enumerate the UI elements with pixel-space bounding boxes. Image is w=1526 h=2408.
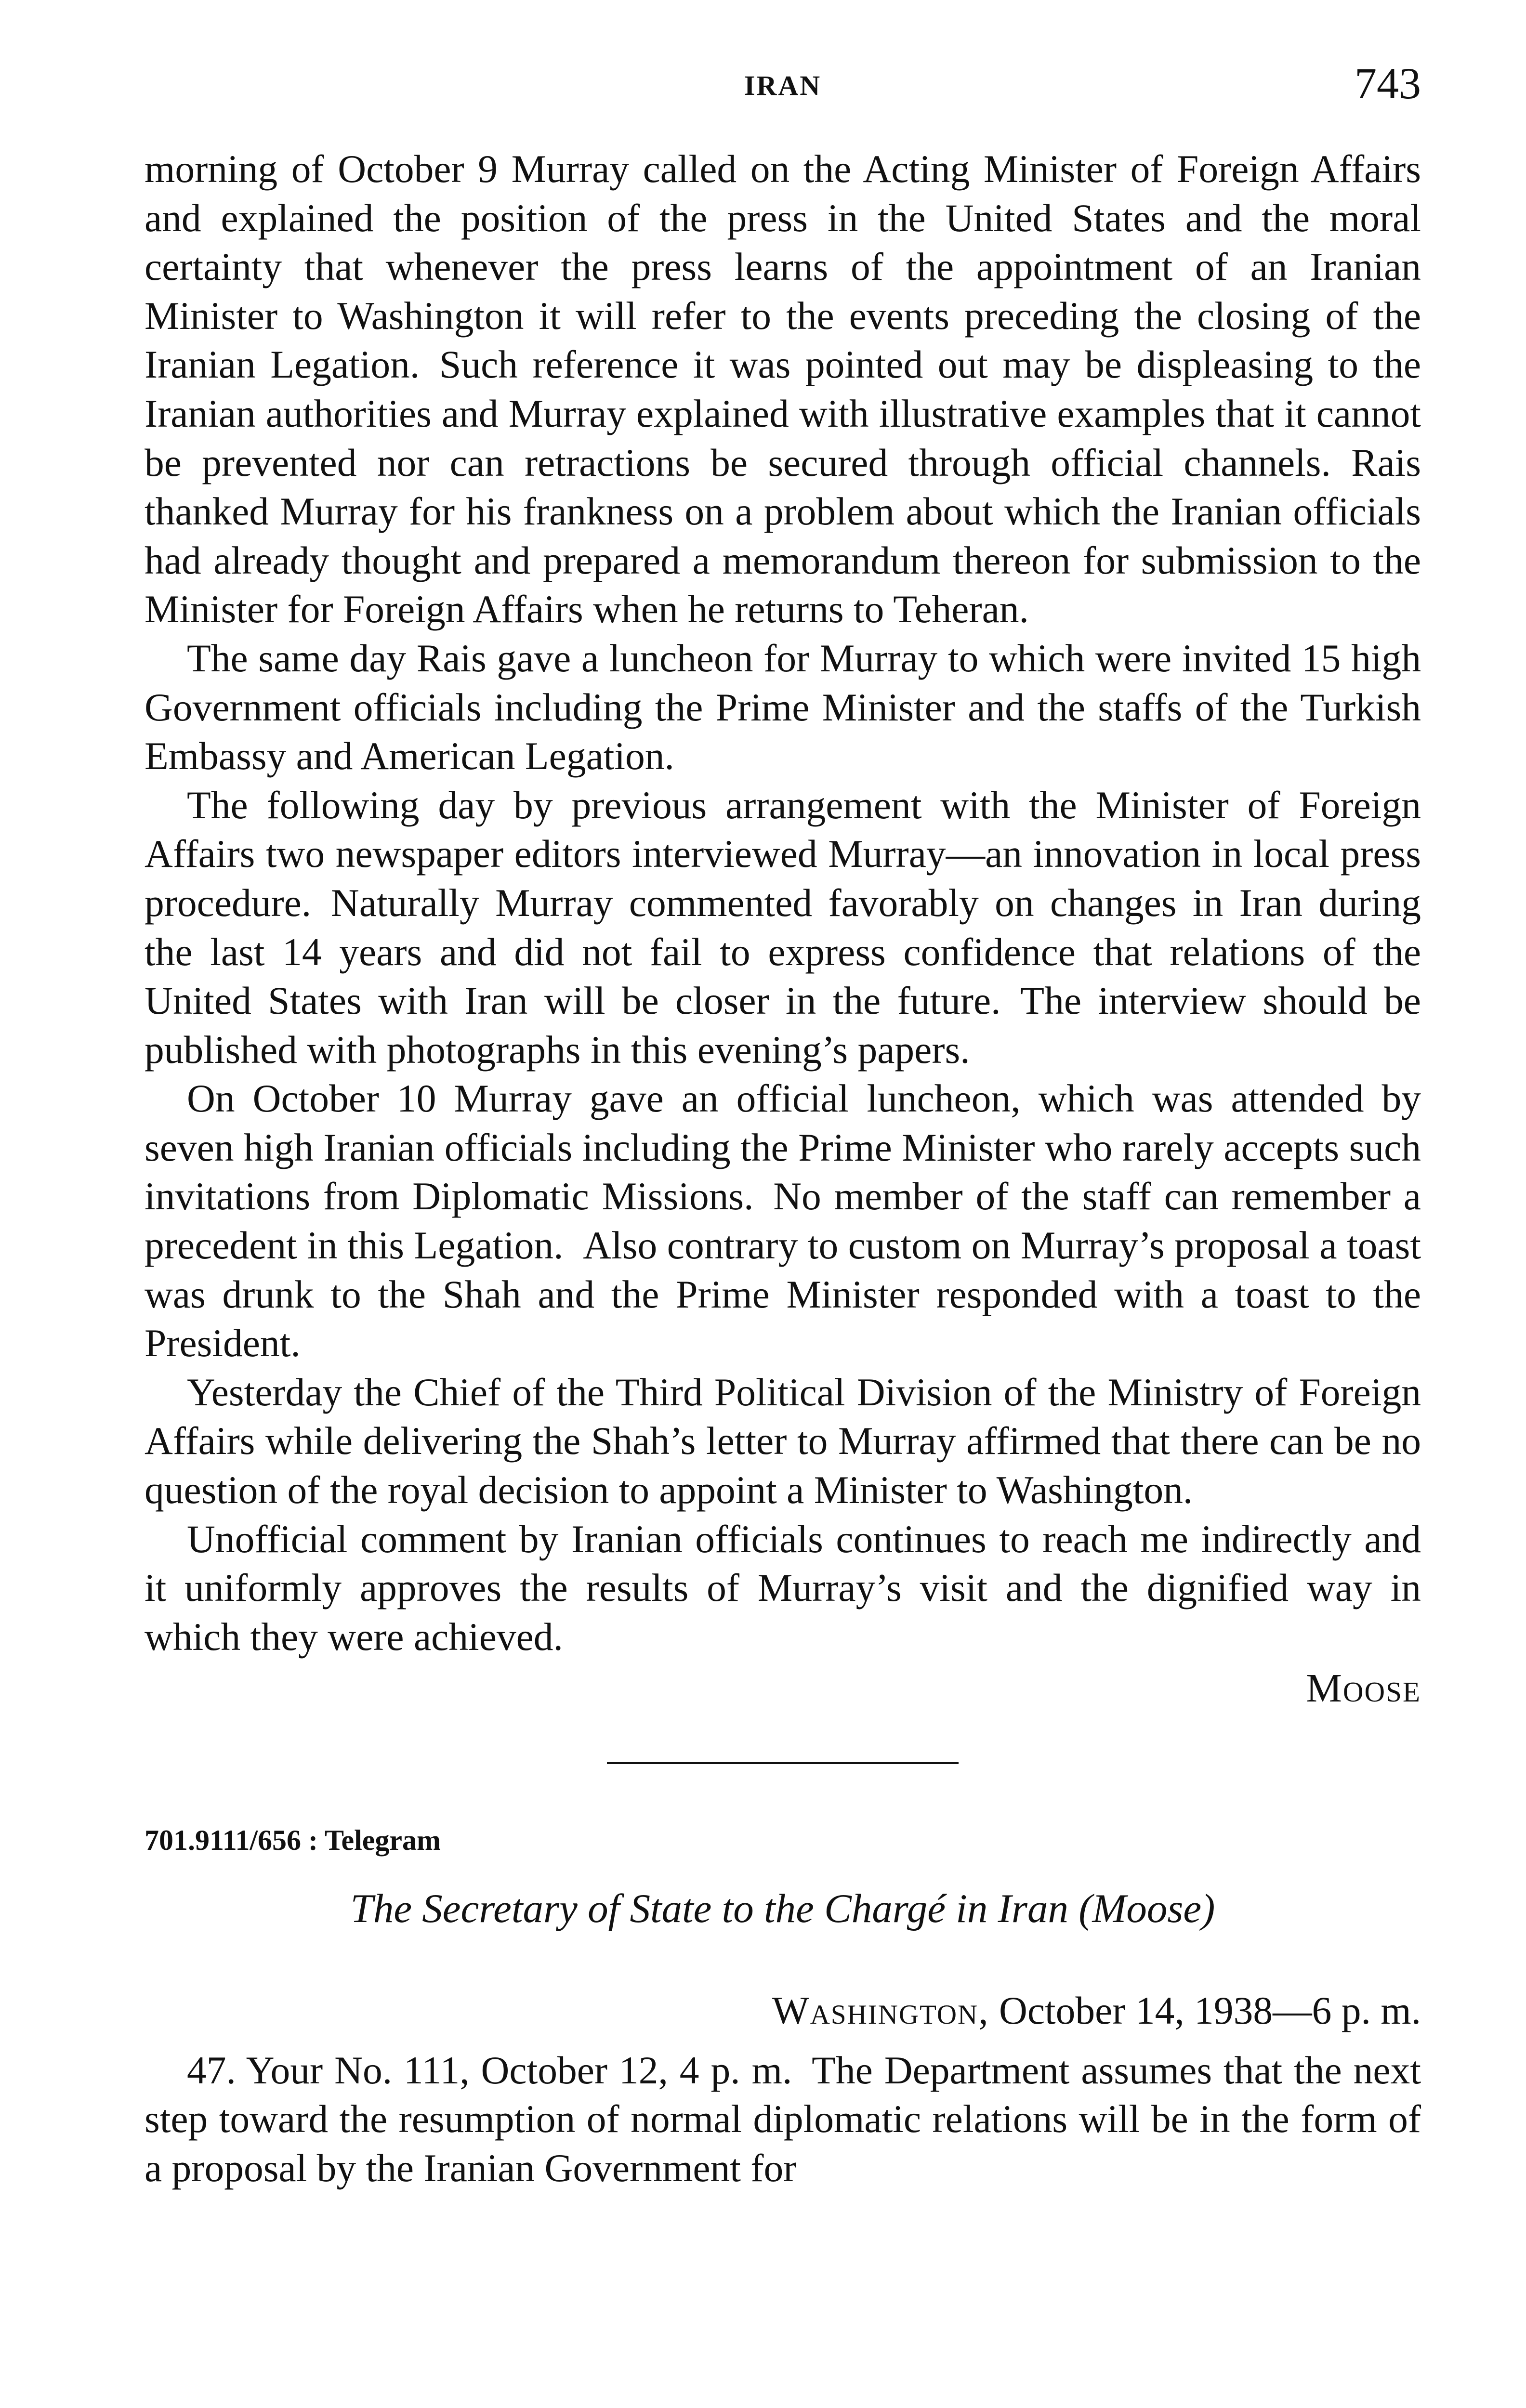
dateline-date: October 14, 1938—6 p. m. — [999, 1989, 1421, 2033]
page-number: 743 — [1355, 59, 1421, 108]
paragraph: Unofficial comment by Iranian officials continues to reach me indirectly and it uniformly approves the results of Murray’s visit and the dignified way in which they were achieved. — [145, 1517, 1421, 1659]
body-text — [145, 144, 1421, 2193]
dateline-place: Washington, — [772, 1989, 989, 2033]
document-title: The Secretary of State to the Chargé in Iran (Moose) — [350, 1885, 1215, 1931]
document-file-number: 701.9111/656 : Telegram — [145, 1824, 441, 1856]
running-title: IRAN — [744, 70, 822, 101]
section-divider — [607, 1762, 959, 1764]
paragraph-continued: morning of October 9 Murray called on the Acting Minister of Foreign Affairs and explained the position of the press in the United States and the moral certainty that whenever the press learns of the appointment of an Iranian Minister to Washington it will refer to the events preceding the closing of the Iranian Legation. Such reference it was pointed out may be displeasing to the Iranian authorities and Murray explained with illustrative examples that it cannot be prevented nor can retractions be secured through official channels. Rais thanked Murray for his frankness on a problem about which the Iranian officials had already thought and prepared a memorandum thereon for submission to the Minister for Foreign Affairs when he returns to Teheran. — [145, 147, 1421, 631]
paragraph: Yesterday the Chief of the Third Political Division of the Ministry of Foreign Affairs while delivering the Shah’s letter to Murray affirmed that there can be no question of the royal decision to appoint a Minister to Washington. — [145, 1370, 1421, 1512]
paragraph: The following day by previous arrangement with the Minister of Foreign Affairs two newspaper editors interviewed Murray—an innovation in local press procedure. Naturally Murray commented favorably on changes in Iran during the last 14 years and did not fail to express confidence that relations of the United States with Iran will be closer in the future. The interview should be published with photographs in this evening’s papers. — [145, 783, 1421, 1072]
signature: Moose — [1306, 1666, 1421, 1711]
paragraph: On October 10 Murray gave an official luncheon, which was attended by seven high Iranian officials including the Prime Minister who rarely accepts such invitations from Diplomatic Missions. No member of the staff can remember a precedent in this Legation. Also contrary to custom on Murray’s proposal a toast was drunk to the Shah and the Prime Minister responded with a toast to the President. — [145, 1076, 1421, 1365]
telegram-opening-paragraph: 47. Your No. 111, October 12, 4 p. m. The Department assumes that the next step toward the resumption of normal diplomatic relations will be in the form of a proposal by the Iranian Government for — [145, 2048, 1421, 2190]
paragraph: The same day Rais gave a luncheon for Murray to which were invited 15 high Government officials including the Prime Minister and the staffs of the Turkish Embassy and American Legation. — [145, 636, 1421, 778]
dateline — [145, 1986, 1421, 2035]
running-head — [145, 58, 1421, 111]
